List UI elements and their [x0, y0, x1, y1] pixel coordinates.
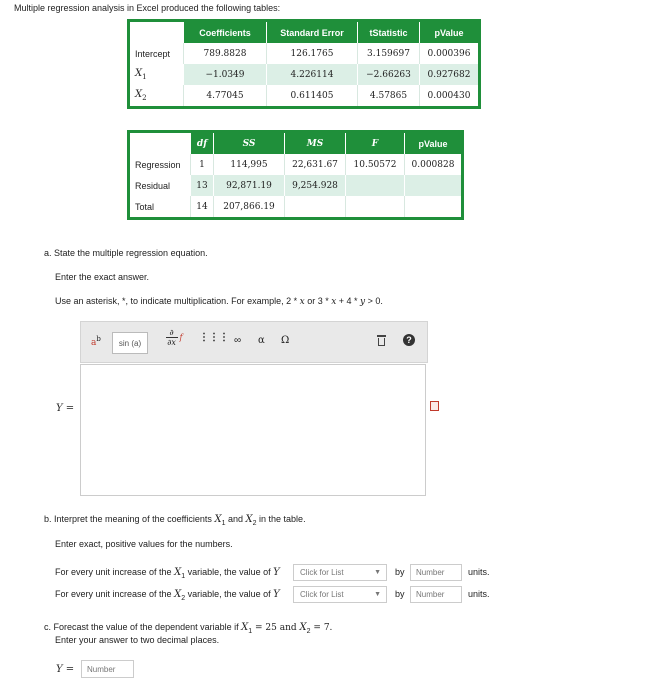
table-row: Intercept 789.8828 126.1765 3.159697 0.000396 — [129, 43, 480, 64]
part-c-instruction: Enter your answer to two decimal places. — [55, 635, 220, 645]
col-ss: SS — [214, 132, 285, 155]
omega-icon[interactable]: Ω — [281, 335, 290, 346]
row-label: Regression — [129, 154, 191, 175]
intro-text: Multiple regression analysis in Excel produced the following tables: — [14, 3, 281, 13]
units-label: units. — [468, 567, 490, 577]
part-a-instruction: Enter the exact answer. — [55, 272, 150, 282]
y-equals-label: Y = — [56, 403, 75, 414]
trash-icon[interactable] — [377, 335, 386, 346]
col-ms: MS — [285, 132, 346, 155]
table-row: Residual 13 92,871.19 9,254.928 — [129, 175, 463, 196]
equation-answer-box[interactable] — [80, 364, 426, 496]
forecast-y-label: Y = — [56, 664, 75, 675]
part-a-hint: Use an asterisk, *, to indicate multiplication. For example, 2 * x or 3 * x + 4 * y > 0. — [55, 296, 383, 307]
by-label: by — [395, 567, 405, 577]
part-b-line-2: For every unit increase of the $X_2$ variable, the value of Y — [55, 589, 280, 602]
x2-number-input[interactable]: Number — [410, 586, 462, 603]
part-b-line-1: For every unit increase of the $X_1$ variable, the value of Y — [55, 567, 280, 580]
by-label: by — [395, 589, 405, 599]
table-row: $X_1$ −1.0349 4.226114 −2.66263 0.927682 — [129, 64, 480, 85]
row-label: Residual — [129, 175, 191, 196]
part-c-question: c. Forecast the value of the dependent variable if $X_1 = 25$ and $X_2 = 7$. — [44, 622, 333, 635]
infinity-icon[interactable]: ∞ — [234, 335, 242, 346]
table-row: $X_2$ 4.77045 0.611405 4.57865 0.000430 — [129, 85, 480, 108]
table-row: Total 14 207,866.19 — [129, 196, 463, 219]
part-b-question: b. Interpret the meaning of the coefficients $X_1$ and $X_2$ in the table. — [44, 514, 306, 527]
math-toolbar — [80, 321, 428, 363]
col-pvalue: pValue — [420, 21, 480, 44]
sin-function-button[interactable]: sin (a) — [112, 332, 148, 354]
x1-number-input[interactable]: Number — [410, 564, 462, 581]
coefficients-table — [127, 19, 481, 109]
row-label: Total — [129, 196, 191, 219]
col-standard-error: Standard Error — [267, 21, 358, 44]
col-coefficients: Coefficients — [184, 21, 267, 44]
partial-derivative-icon[interactable]: ∂ ∂x f — [167, 328, 183, 347]
col-pvalue: pValue — [405, 132, 463, 155]
x1-direction-select[interactable]: Click for List ▼ — [293, 564, 387, 581]
matrix-icon[interactable]: ⋮⋮⋮ — [199, 332, 229, 343]
x2-direction-select[interactable]: Click for List ▼ — [293, 586, 387, 603]
row-label: $X_2$ — [129, 85, 184, 108]
alpha-icon[interactable]: α — [258, 335, 265, 346]
help-icon[interactable]: ? — [403, 334, 415, 346]
table-row: Regression 1 114,995 22,631.67 10.50572 0.000828 — [129, 154, 463, 175]
units-label: units. — [468, 589, 490, 599]
col-df: df — [191, 132, 214, 155]
part-b-instruction: Enter exact, positive values for the numbers. — [55, 539, 233, 549]
superscript-icon[interactable]: $a^b$ — [91, 335, 101, 348]
notepad-icon[interactable] — [430, 401, 439, 411]
row-label: Intercept — [129, 43, 184, 64]
forecast-number-input[interactable]: Number — [81, 660, 134, 678]
col-f: F — [346, 132, 405, 155]
row-label: $X_1$ — [129, 64, 184, 85]
part-a-question: a. State the multiple regression equation. — [44, 248, 208, 258]
anova-table — [127, 130, 464, 220]
col-tstatistic: tStatistic — [358, 21, 420, 44]
